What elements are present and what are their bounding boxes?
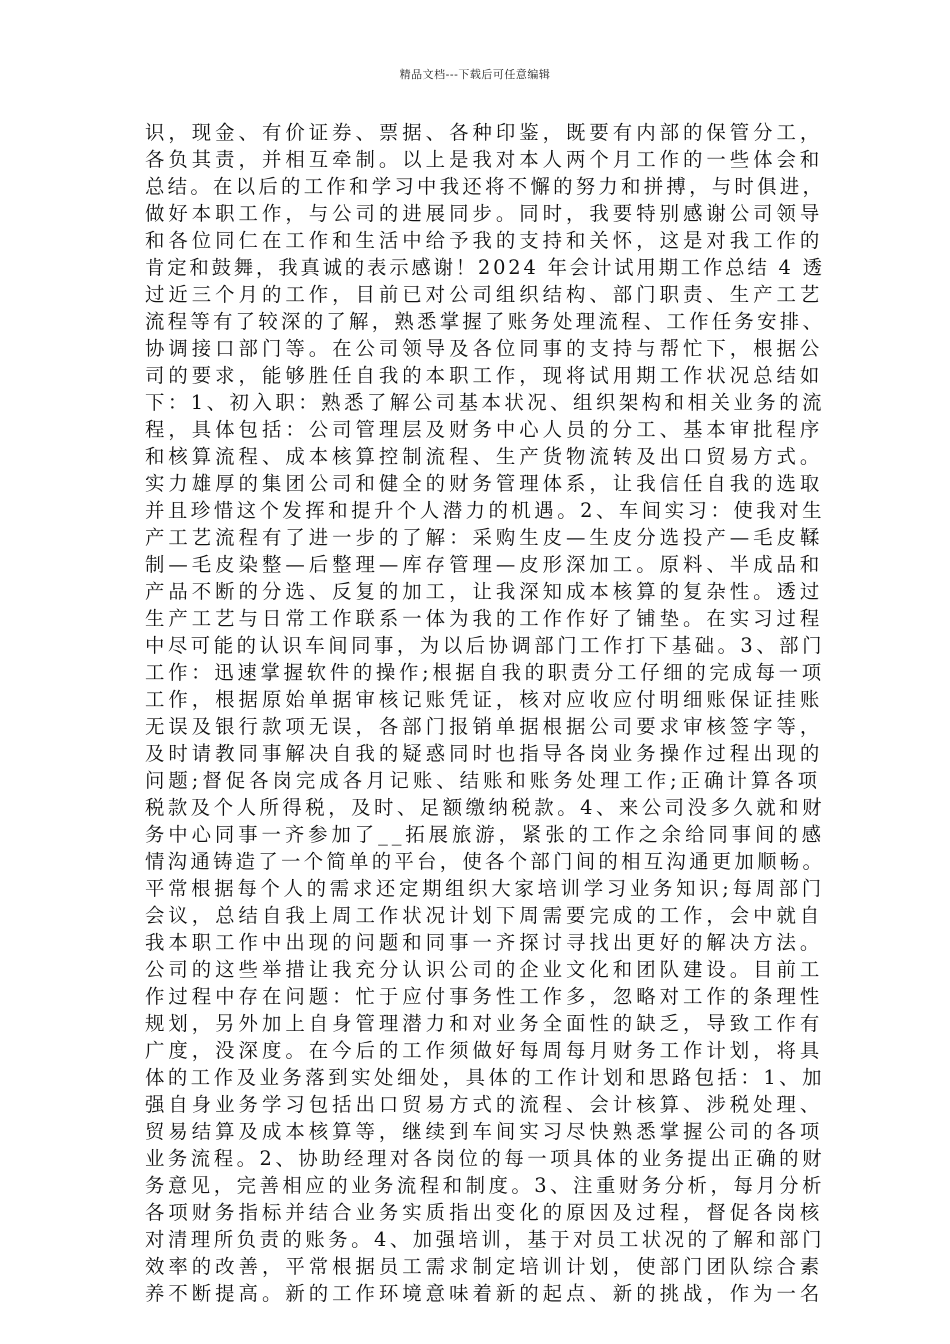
text-line: 无误及银行款项无误，各部门报销单据根据公司要求审核签字等， xyxy=(145,715,824,738)
text-line: 识，现金、有价证券、票据、各种印鉴，既要有内部的保管分工， xyxy=(145,121,824,144)
text-line: 务中心同事一齐参加了__拓展旅游，紧张的工作之余给同事间的感 xyxy=(145,823,825,846)
text-line: 强自身业务学习包括出口贸易方式的流程、会计核算、涉税处理、 xyxy=(145,1093,824,1116)
text-line: 实力雄厚的集团公司和健全的财务管理体系，让我信任自我的选取 xyxy=(145,472,824,495)
text-line: 规划，另外加上自身管理潜力和对业务全面性的缺乏，导致工作有 xyxy=(145,1012,824,1035)
text-line: 程，具体包括：公司管理层及财务中心人员的分工、基本审批程序 xyxy=(145,418,824,441)
text-line: 下：1、初入职：熟悉了解公司基本状况、组织架构和相关业务的流 xyxy=(145,391,825,414)
text-line: 养不断提高。新的工作环境意味着新的起点、新的挑战，作为一名 xyxy=(145,1282,824,1305)
text-line: 务意见，完善相应的业务流程和制度。3、注重财务分析，每月分析 xyxy=(145,1174,825,1197)
text-line: 并且珍惜这个发挥和提升个人潜力的机遇。2、车间实习：使我对生 xyxy=(145,499,825,522)
text-line: 做好本职工作，与公司的进展同步。同时，我要特别感谢公司领导 xyxy=(145,202,824,225)
document-body xyxy=(145,119,825,1307)
text-line: 及时请教同事解决自我的疑惑同时也指导各岗业务操作过程出现的 xyxy=(145,742,824,765)
text-line: 和各位同仁在工作和生活中给予我的支持和关怀，这是对我工作的 xyxy=(145,229,824,252)
text-line: 产工艺流程有了进一步的了解：采购生皮—生皮分选投产—毛皮鞣 xyxy=(145,526,824,549)
text-line: 作过程中存在问题：忙于应付事务性工作多，忽略对工作的条理性 xyxy=(145,985,824,1008)
text-line: 平常根据每个人的需求还定期组织大家培训学习业务知识;每周部门 xyxy=(145,877,825,900)
text-line: 流程等有了较深的了解，熟悉掌握了账务处理流程、工作任务安排、 xyxy=(145,310,826,333)
text-line: 公司的这些举措让我充分认识公司的企业文化和团队建设。目前工 xyxy=(145,958,824,981)
text-line: 制—毛皮染整—后整理—库存管理—皮形深加工。原料、半成品和 xyxy=(145,553,824,576)
text-line: 中尽可能的认识车间同事，为以后协调部门工作打下基础。3、部门 xyxy=(145,634,825,657)
text-line: 产品不断的分选、反复的加工，让我深知成本核算的复杂性。透过 xyxy=(145,580,824,603)
text-line: 体的工作及业务落到实处细处，具体的工作计划和思路包括：1、加 xyxy=(145,1066,825,1089)
text-line: 贸易结算及成本核算等，继续到车间实习尽快熟悉掌握公司的各项 xyxy=(145,1120,824,1143)
text-line: 司的要求，能够胜任自我的本职工作，现将试用期工作状况总结如 xyxy=(145,364,824,387)
text-line: 问题;督促各岗完成各月记账、结账和账务处理工作;正确计算各项 xyxy=(145,769,822,792)
text-line: 总结。在以后的工作和学习中我还将不懈的努力和拼搏，与时俱进， xyxy=(145,175,826,198)
text-line: 各项财务指标并结合业务实质指出变化的原因及过程，督促各岗核 xyxy=(145,1201,824,1224)
text-line: 各负其责，并相互牵制。以上是我对本人两个月工作的一些体会和 xyxy=(145,148,824,171)
text-line: 过近三个月的工作，目前已对公司组织结构、部门职责、生产工艺 xyxy=(145,283,824,306)
text-line: 肯定和鼓舞，我真诚的表示感谢！2024 年会计试用期工作总结 4 透 xyxy=(145,256,825,279)
text-line: 业务流程。2、协助经理对各岗位的每一项具体的业务提出正确的财 xyxy=(145,1147,825,1170)
text-line: 税款及个人所得税，及时、足额缴纳税款。4、来公司没多久就和财 xyxy=(145,796,825,819)
text-line: 我本职工作中出现的问题和同事一齐探讨寻找出更好的解决方法。 xyxy=(145,931,824,954)
text-line: 情沟通铸造了一个简单的平台，使各个部门间的相互沟通更加顺畅。 xyxy=(145,850,826,873)
page-header: 精品文档---下载后可任意编辑 xyxy=(399,68,551,81)
text-line: 协调接口部门等。在公司领导及各位同事的支持与帮忙下，根据公 xyxy=(145,337,824,360)
text-line: 会议，总结自我上周工作状况计划下周需要完成的工作，会中就自 xyxy=(145,904,824,927)
text-line: 对清理所负责的账务。4、加强培训，基于对员工状况的了解和部门 xyxy=(145,1228,825,1251)
text-line: 工作，根据原始单据审核记账凭证，核对应收应付明细账保证挂账 xyxy=(145,688,824,711)
text-line: 工作：迅速掌握软件的操作;根据自我的职责分工仔细的完成每一项 xyxy=(145,661,825,684)
text-line: 广度，没深度。在今后的工作须做好每周每月财务工作计划，将具 xyxy=(145,1039,824,1062)
text-line: 效率的改善，平常根据员工需求制定培训计划，使部门团队综合素 xyxy=(145,1255,824,1278)
text-line: 生产工艺与日常工作联系一体为我的工作作好了铺垫。在实习过程 xyxy=(145,607,824,630)
text-line: 和核算流程、成本核算控制流程、生产货物流转及出口贸易方式。 xyxy=(145,445,824,468)
